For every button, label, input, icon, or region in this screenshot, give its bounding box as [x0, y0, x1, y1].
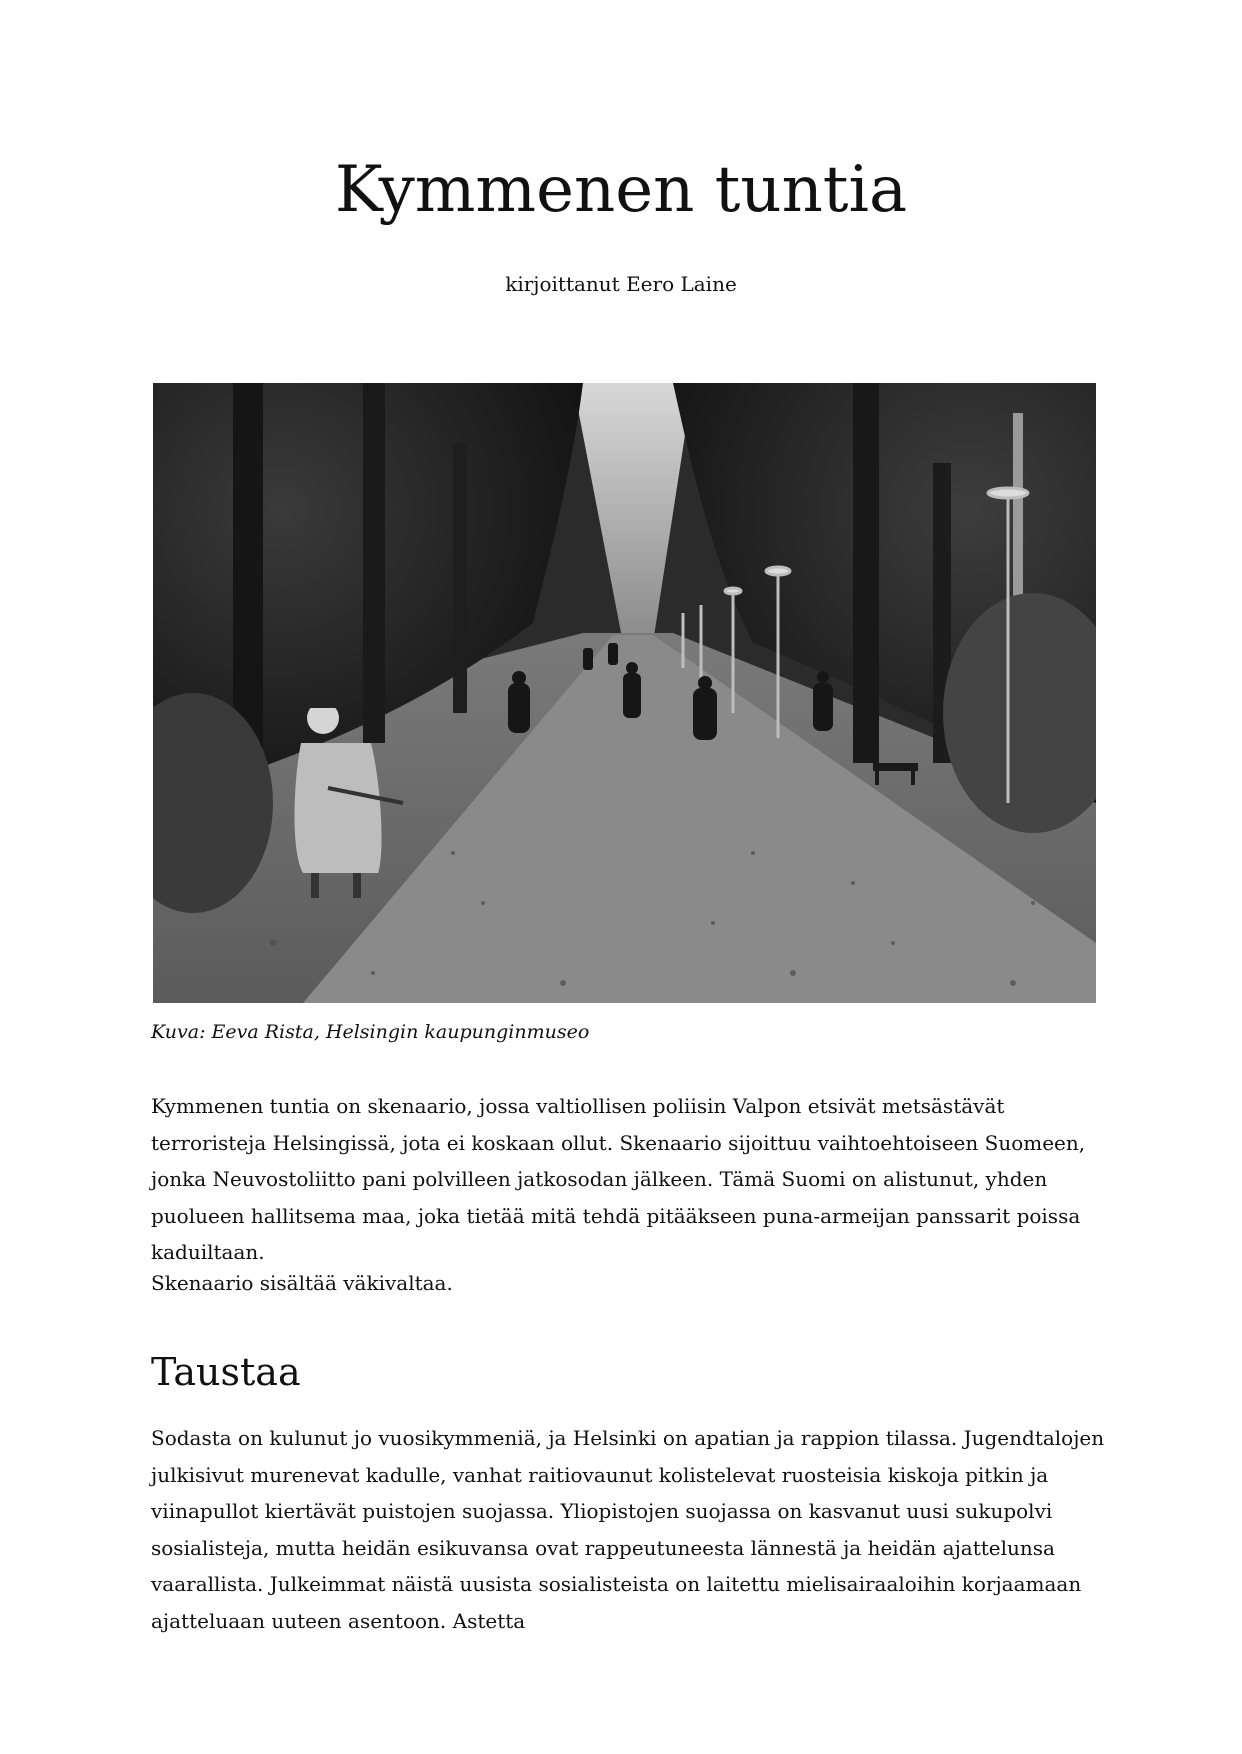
warning-paragraph: Skenaario sisältää väkivaltaa.: [151, 1271, 453, 1295]
park-path-photo: [153, 383, 1096, 1003]
background-paragraph: Sodasta on kulunut jo vuosikymmeniä, ja Helsinki on apatian ja rappion tilassa. Jugendtalojen julkisivut murenevat kadulle, vanhat raitiovaunut kolistelevat ruosteisia kiskoja pitkin ja viinapullot kiertävät puistojen suojassa. Yliopistojen suojassa on kasvanut uusi sukupolvi sosialisteja, mutta heidän esikuvansa ovat rappeutuneesta lännestä ja heidän ajattelunsa vaarallista. Julkeimmat näistä uusista sosialisteista on laitettu mielisairaaloihin korjaamaan ajatteluaan uuteen asentoon. Astetta: [151, 1426, 1105, 1633]
photo-caption: Kuva: Eeva Rista, Helsingin kaupunginmuseo: [151, 1021, 590, 1043]
author-byline: kirjoittanut Eero Laine: [505, 272, 737, 296]
intro-paragraph: Kymmenen tuntia on skenaario, jossa valtiollisen poliisin Valpon etsivät metsästävät terroristeja Helsingissä, jota ei koskaan ollut. Skenaario sijoittuu vaihtoehtoiseen Suomeen, jonka Neuvostoliitto pani polvilleen jatkosodan jälkeen. Tämä Suomi on alistunut, yhden puolueen hallitsema maa, joka tietää mitä tehdä pitääkseen puna-armeijan panssarit poissa kaduiltaan.: [151, 1094, 1086, 1264]
document-title: Kymmenen tuntia: [334, 153, 908, 227]
section-heading: Taustaa: [151, 1350, 301, 1394]
